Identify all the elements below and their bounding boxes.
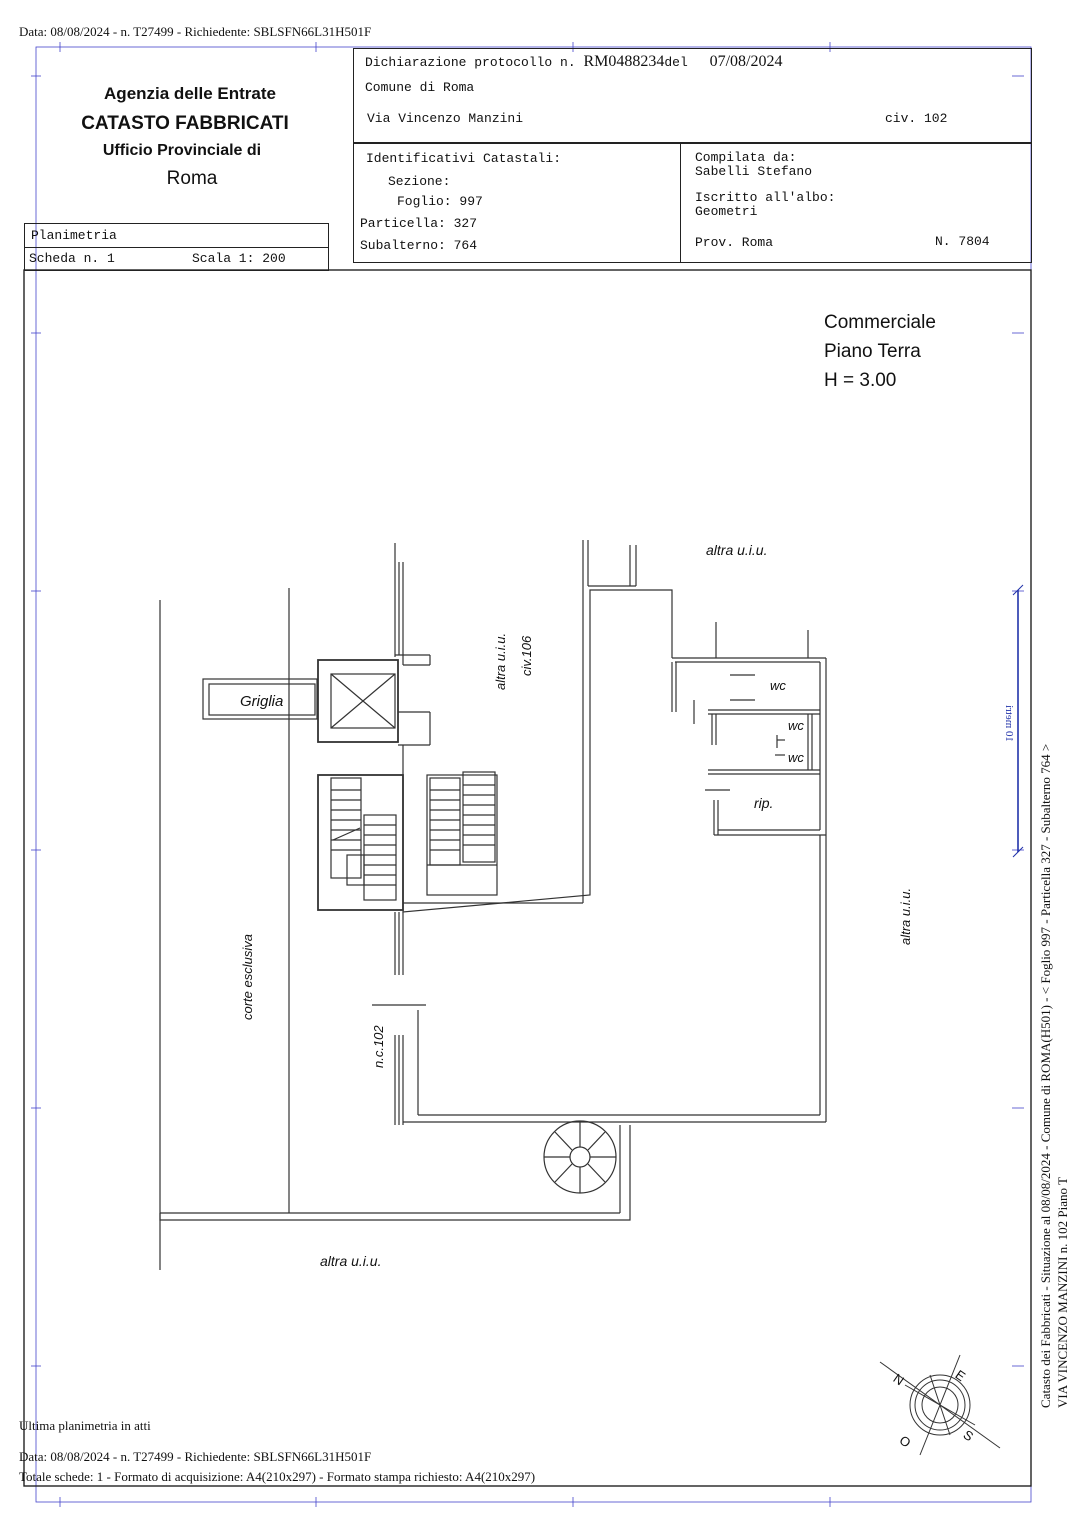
plan-floor: Piano Terra (824, 341, 921, 362)
compass-n: N (890, 1370, 907, 1389)
plan-use: Commerciale (824, 312, 936, 333)
declaration-del: del (664, 55, 688, 70)
prov-label: Prov. Roma (695, 235, 774, 250)
footer-data: Data: 08/08/2024 - n. T27499 - Richiedente: SBLSFN66L31H501F (19, 1449, 372, 1464)
label-rip: rip. (754, 795, 774, 811)
compass-s: S (960, 1426, 977, 1445)
ufficio-city: Roma (166, 168, 218, 189)
label-altra-top: altra u.i.u. (706, 542, 768, 558)
comune-label: Comune di Roma (365, 80, 475, 95)
civico-label: civ. 102 (885, 111, 948, 126)
ufficio-label: Ufficio Provinciale di (102, 142, 262, 159)
label-altra-right: altra u.i.u. (898, 887, 913, 945)
catasto-title: CATASTO FABBRICATI (81, 113, 289, 134)
compiler-name: Sabelli Stefano (695, 164, 813, 179)
planimetria-label: Planimetria (31, 228, 117, 243)
top-info-line: Data: 08/08/2024 - n. T27499 - Richiedente: SBLSFN66L31H501F (19, 24, 372, 39)
label-civ106: civ.106 (519, 635, 534, 676)
scala-label: Scala 1: 200 (192, 251, 286, 266)
side-note-line2: VIA VINCENZO MANZINI n. 102 Piano T (1055, 1177, 1070, 1408)
footer-totale: Totale schede: 1 - Formato di acquisizione: A4(210x297) - Formato stampa richiesto: A4(210x297) (19, 1469, 536, 1484)
label-wc-2: wc (788, 718, 804, 733)
label-corte-esclusiva: corte esclusiva (240, 934, 255, 1020)
declaration-label: Dichiarazione protocollo n. (365, 55, 576, 70)
compass-o: O (896, 1432, 914, 1451)
sezione-label: Sezione: (388, 174, 451, 189)
compass-e: E (952, 1366, 969, 1385)
iscrizione-number: N. 7804 (935, 234, 990, 249)
label-nc102: n.c.102 (371, 1025, 386, 1068)
compilata-label: Compilata da: (695, 150, 797, 165)
particella-label: Particella: 327 (360, 216, 478, 231)
plan-height: H = 3.00 (824, 370, 897, 391)
declaration-number: RM0488234 (583, 53, 665, 70)
iscritto-label: Iscritto all'albo: (695, 190, 836, 205)
agency-name: Agenzia delle Entrate (104, 84, 276, 103)
label-altra-mid: altra u.i.u. (493, 632, 508, 690)
identifiers-title: Identificativi Catastali: (366, 151, 562, 166)
via-label: Via Vincenzo Manzini (367, 111, 524, 126)
foglio-label: Foglio: 997 (397, 194, 483, 209)
label-wc-3: wc (788, 750, 804, 765)
albo-label: Geometri (695, 204, 758, 219)
label-griglia: Griglia (240, 693, 284, 710)
label-wc-1: wc (770, 678, 786, 693)
declaration-date: 07/08/2024 (709, 53, 783, 70)
subalterno-label: Subalterno: 764 (360, 238, 478, 253)
side-note-line1: Catasto dei Fabbricati - Situazione al 08/08/2024 - Comune di ROMA(H501) - < Foglio 997 - Particella 327 - Subalterno 764 > (1038, 743, 1053, 1408)
scheda-label: Scheda n. 1 (29, 251, 115, 266)
footer-ultima: Ultima planimetria in atti (19, 1418, 151, 1433)
label-altra-bottom: altra u.i.u. (320, 1253, 382, 1269)
scale-bar-label: 10 metri (1003, 705, 1015, 742)
